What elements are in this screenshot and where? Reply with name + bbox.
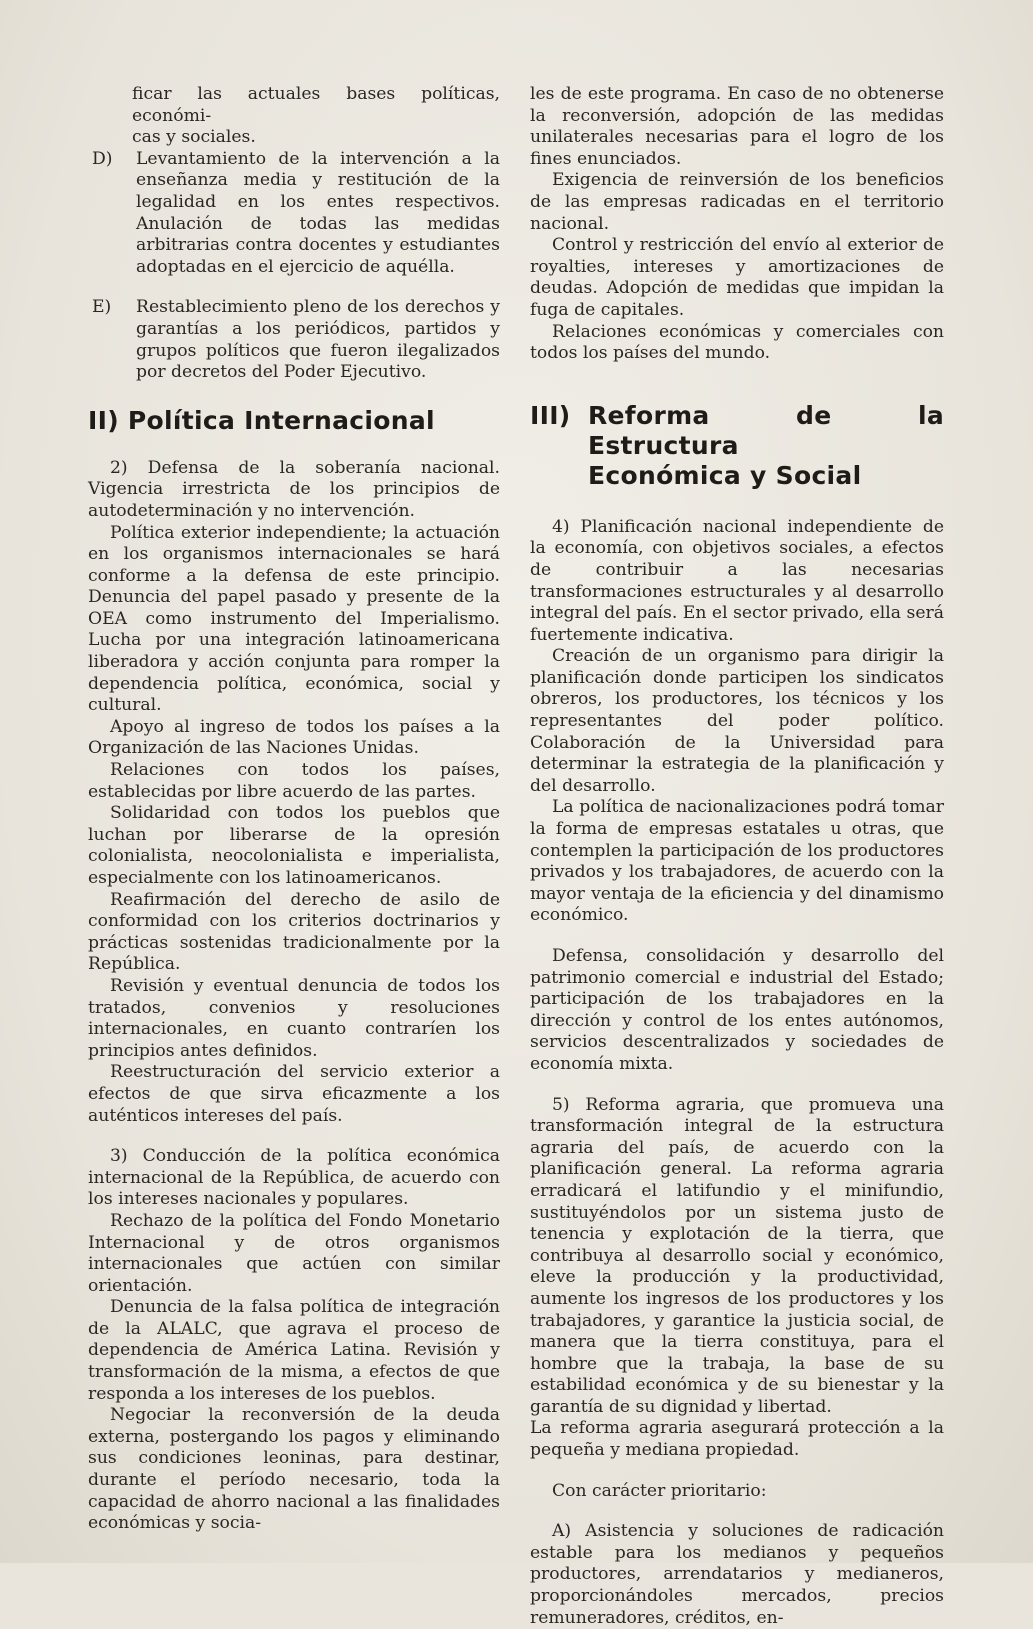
paragraph-conduccion-economica: 3) Conducción de la política económica internacional de la República, de acuerdo con los intereses nacionales y populares. <box>88 1146 500 1210</box>
item-e-marker: E) <box>92 297 112 318</box>
paragraph-programa-continuation: les de este programa. En caso de no obtenerse la reconversión, adopción de las medidas unilaterales necesarias para el logro de los fines enunciados. <box>530 84 944 169</box>
intro-line-2: cas y sociales. <box>132 127 256 148</box>
paragraph-proteccion-propiedad: La reforma agraria asegurará protección a la pequeña y mediana propiedad. <box>530 1418 944 1461</box>
section-heading-reforma <box>530 401 944 491</box>
section-heading-reforma-number: III) <box>530 400 571 430</box>
heading-line-1: Reforma de la Estructura <box>588 400 944 460</box>
paragraph-politica-exterior: Política exterior independiente; la actuación en los organismos internacionales se hará conforme a la defensa de este principio. Denuncia del papel pasado y presente de la OEA como instrumento del Imperialismo. Lucha por una integración latinoamericana liberadora y acción conjunta para romper la dependencia política, económica, social y cultural. <box>88 522 500 716</box>
priority-label: Con carácter prioritario: <box>552 1480 767 1501</box>
paragraph-asilo: Reafirmación del derecho de asilo de conformidad con los criterios doctrinarios y prácticas sostenidas tradicionalmente por la República. <box>88 889 500 975</box>
paragraph-revision-tratados: Revisión y eventual denuncia de todos los tratados, convenios y resoluciones internacionales, en cuanto contraríen los principios antes definidos. <box>88 975 500 1061</box>
item-d-text: Levantamiento de la intervención a la enseñanza media y restitución de la legalidad en los entes respectivos. Anulación de todas las medidas arbitrarias contra docentes y estudiantes adoptadas en el ejercicio de aquélla. <box>136 148 500 277</box>
paragraph-servicio-exterior: Reestructuración del servicio exterior a efectos de que sirva eficazmente a los auténticos intereses del país. <box>88 1062 500 1126</box>
paragraph-reinversion: Exigencia de reinversión de los beneficios de las empresas radicadas en el territorio nacional. <box>530 170 944 234</box>
item-d <box>88 149 500 279</box>
left-column <box>88 84 500 1535</box>
item-e <box>88 297 500 383</box>
heading-line-2: Económica y Social <box>588 460 862 490</box>
paragraph-patrimonio: Defensa, consolidación y desarrollo del patrimonio comercial e industrial del Estado; participación de los trabajadores en la dirección y control de los entes autónomos, servicios descentralizados y sociedades de economía mixta. <box>530 946 944 1074</box>
paragraph-deuda-externa: Negociar la reconversión de la deuda externa, postergando los pagos y eliminando sus condiciones leoninas, para destinar, durante el período necesario, toda la capacidad de ahorro nacional a las finalidades económicas y socia- <box>88 1405 500 1534</box>
section-heading-politica-internacional: II) Política Internacional <box>88 405 435 435</box>
paragraph-planificacion: 4) Planificación nacional independiente de la economía, con objetivos sociales, a efectos de contribuir a las necesarias transformaciones estructurales y al desarrollo integral del país. En el sector privado, ella será fuertemente indicativa. <box>530 516 944 645</box>
paragraph-organismo: Creación de un organismo para dirigir la planificación donde participen los sindicatos obreros, los productores, los técnicos y los representantes del poder político. Colaboración de la Universidad para determinar la estrategia de la planificación y del desarrollo. <box>530 646 944 796</box>
paragraph-control-envio: Control y restricción del envío al exterior de royalties, intereses y amortizaciones de deudas. Adopción de medidas que impidan la fuga de capitales. <box>530 235 944 320</box>
item-e-text: Restablecimiento pleno de los derechos y garantías a los periódicos, partidos y grupos políticos que fueron ilegalizados por decretos del Poder Ejecutivo. <box>136 297 500 383</box>
paragraph-reforma-agraria: 5) Reforma agraria, que promueva una transformación integral de la estructura agraria del país, de acuerdo con la planificación general. La reforma agraria erradicará el latifundio y el minifundio, sustituyéndolos por un sistema justo de tenencia y explotación de la tierra, que contribuya al desarrollo social y económico, eleve la producción y la productividad, aumente los ingresos de los productores y los trabajadores, y garantice la justicia social, de manera que la tierra constituya, para el hombre que la trabaja, la base de su estabilidad económica y de su bienestar y la garantía de su dignidad y libertad. <box>530 1094 944 1417</box>
paragraph-relaciones-economicas: Relaciones económicas y comerciales con todos los países del mundo. <box>530 321 944 364</box>
paragraph-nacionalizaciones: La política de nacionalizaciones podrá tomar la forma de empresas estatales u otras, que contemplen la participación de los productores privados y los trabajadores, de acuerdo con la mayor ventaja de la eficiencia y del dinamismo económico. <box>530 797 944 926</box>
paragraph-alalc: Denuncia de la falsa política de integración de la ALALC, que agrava el proceso de dependencia de América Latina. Revisión y transformación de la misma, a efectos de que responda a los intereses de los pueblos. <box>88 1297 500 1404</box>
paragraph-solidaridad: Solidaridad con todos los pueblos que luchan por liberarse de la opresión colonialista, neocolonialista e imperialista, especialmente con los latinoamericanos. <box>88 803 500 888</box>
paragraph-apoyo-onu: Apoyo al ingreso de todos los países a la Organización de las Naciones Unidas. <box>88 716 500 759</box>
section-heading-reforma-title <box>588 401 944 491</box>
intro-line-1: ficar las actuales bases políticas, económi- <box>132 84 500 126</box>
paragraph-defensa-soberania: 2) Defensa de la soberanía nacional. Vigencia irrestricta de los principios de autodeterminación y no intervención. <box>88 457 500 521</box>
item-a-asistencia: A) Asistencia y soluciones de radicación estable para los medianos y pequeños productores, arrendatarios y medianeros, proporcionándoles mercados, precios remuneradores, créditos, en- <box>530 1521 944 1628</box>
paragraph-rechazo-fmi: Rechazo de la política del Fondo Monetario Internacional y de otros organismos internacionales que actúen con similar orientación. <box>88 1210 500 1296</box>
paragraph-relaciones: Relaciones con todos los países, establecidas por libre acuerdo de las partes. <box>88 760 500 802</box>
intro-continuation <box>88 84 500 149</box>
right-column <box>530 84 944 1629</box>
item-d-marker: D) <box>92 148 113 169</box>
